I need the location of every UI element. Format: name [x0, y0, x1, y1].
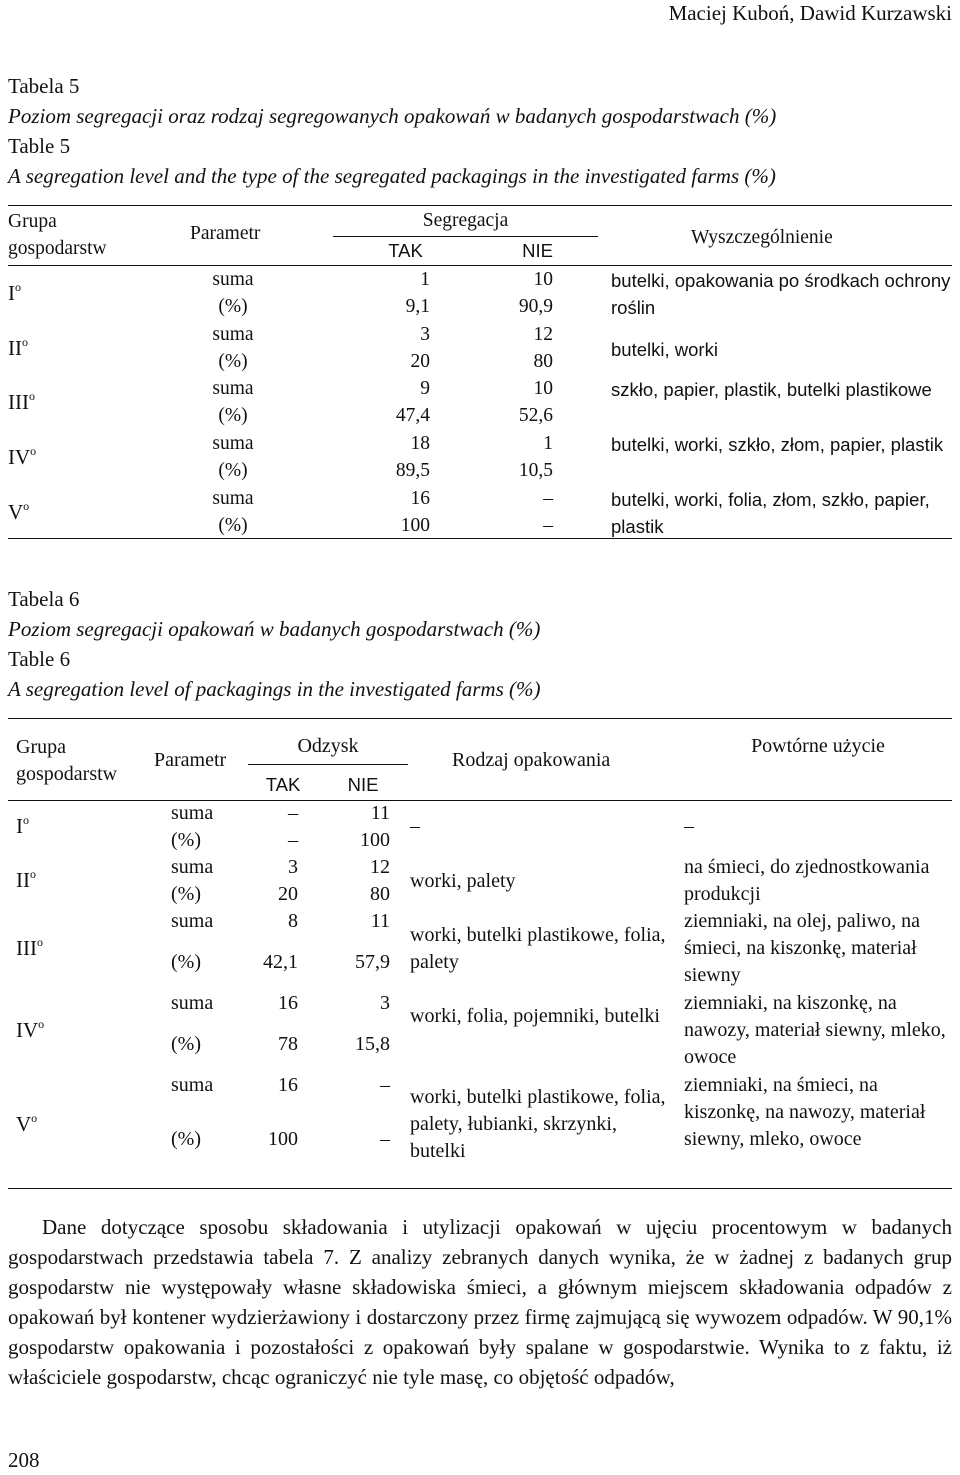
table6-row-reuse: – — [684, 815, 694, 837]
table5-header-no: NIE — [522, 240, 553, 261]
table6-row-group-value: II — [16, 868, 30, 892]
table6-header-yes: TAK — [265, 774, 301, 795]
table6-row-type: worki, butelki plastikowe, folia, palety — [410, 924, 666, 973]
table6-row-group — [16, 867, 36, 893]
table5-row-sum-no: – — [543, 488, 553, 509]
table6-header-reuse: Powtórne użycie — [751, 735, 885, 757]
group-suffix: o — [22, 335, 28, 349]
table5-header-group: Grupa gospodarstw — [8, 211, 107, 259]
table5-row-sum-label: suma — [212, 488, 254, 509]
table5-row-sum-yes: 16 — [410, 488, 430, 509]
table5-row-sum-yes: 3 — [420, 324, 430, 345]
table6-recovery-rule — [248, 764, 408, 765]
table6-row-pct-label: (%) — [171, 1033, 201, 1055]
table6-row-pct-label: (%) — [171, 883, 201, 905]
table6-row-type: – — [410, 815, 420, 837]
table6-row-pct-label: (%) — [171, 829, 201, 851]
group-suffix: o — [15, 280, 21, 294]
table5-header-rule — [8, 265, 952, 266]
table6-row-sum-yes: 16 — [278, 1074, 298, 1096]
group-suffix: o — [23, 499, 30, 513]
table6-row-sum-no: 3 — [380, 992, 390, 1014]
table6-row-pct-no: – — [380, 1128, 390, 1150]
table5-row-spec: butelki, worki, szkło, złom, papier, plastik — [611, 434, 944, 455]
group-suffix: o — [23, 813, 29, 827]
table5-header-segregation: Segregacja — [422, 210, 509, 231]
table6-header-rule — [8, 800, 952, 801]
body-paragraph-text: Dane dotyczące sposobu składowania i utylizacji opakowań w ujęciu procentowym w badanych gospodarstwach przedstawia tabela 7. Z analizy zebranych danych wynika, że w żadnej z badanych grup gospodarstw nie występowały własne składowiska śmieci, a głównym miejscem składowania odpadów z opakowań był kontener wydzierżawiony i dostarczony przez firmę zajmującą się wywozem odpadów. W 90,1% gospodarstw opakowania i pozostałości z opakowań były spalane w gospodarstwie. Wynika to z faktu, iż właściciele gospodarstw, chcąc ograniczyć nie tyle masę, co objętość odpadów, — [8, 1215, 952, 1389]
table5-row-pct-label: (%) — [218, 351, 248, 372]
table6-row-type: worki, butelki plastikowe, folia, palety, łubianki, skrzynki, butelki — [410, 1086, 666, 1162]
table6-header-recovery: Odzysk — [297, 735, 359, 757]
table5-row-pct-no: – — [543, 515, 553, 536]
table6-title-en: A segregation level of packagings in the investigated farms (%) — [8, 677, 541, 701]
table6-row-sum-label: suma — [171, 856, 214, 878]
table5-row-pct-yes: 89,5 — [395, 460, 430, 481]
table6-row-sum-label: suma — [171, 992, 214, 1014]
table6-row-pct-no: 80 — [370, 883, 390, 905]
table6-row-group — [16, 1017, 44, 1043]
table5-row-sum-yes: 18 — [410, 433, 430, 454]
table5-row-pct-label: (%) — [218, 515, 248, 536]
table5-row-pct-yes: 100 — [400, 515, 430, 536]
table5-row-pct-yes: 20 — [410, 351, 430, 372]
table6-row-pct-no: 57,9 — [355, 951, 390, 973]
table6-header-group: Grupa gospodarstw — [16, 736, 118, 785]
table5-row-group — [8, 280, 21, 306]
table5-row-pct-label: (%) — [218, 405, 248, 426]
table5-label-en: Table 5 — [8, 134, 71, 158]
table6-title-pl: Poziom segregacji opakowań w badanych gospodarstwach (%) — [8, 617, 541, 641]
table6-row-group-value: IV — [16, 1018, 39, 1042]
table5-row-sum-no: 12 — [533, 324, 553, 345]
table6-row-sum-yes: 16 — [278, 992, 298, 1014]
table5-row-pct-no: 52,6 — [518, 405, 553, 426]
table6-row-sum-yes: – — [288, 802, 298, 824]
table6-header-type: Rodzaj opakowania — [452, 749, 611, 771]
table5-row-pct-no: 10,5 — [518, 460, 553, 481]
table6-row-reuse: ziemniaki, na kiszonkę, na nawozy, materiał siewny, mleko, owoce — [684, 992, 946, 1068]
group-suffix: o — [28, 389, 35, 403]
table5-label-pl: Tabela 5 — [8, 74, 80, 98]
table5-row-group-value: V — [8, 500, 24, 524]
table5-row-pct-label: (%) — [218, 460, 248, 481]
table6-row-group — [16, 935, 43, 961]
table5-title-pl: Poziom segregacji oraz rodzaj segregowanych opakowań w badanych gospodarstwach (%) — [8, 104, 777, 128]
table6-row-group — [16, 813, 29, 839]
table6-row-group-value: I — [16, 814, 23, 838]
table5-row-sum-label: suma — [212, 433, 254, 454]
table6-row-pct-yes: 42,1 — [263, 951, 298, 973]
group-suffix: o — [31, 1111, 38, 1125]
table6-row-pct-no: 100 — [360, 829, 390, 851]
table5-segregation-rule — [333, 236, 598, 237]
table5-row-pct-no: 90,9 — [518, 296, 553, 317]
table6-row-reuse: ziemniaki, na olej, paliwo, na śmieci, na kiszonkę, materiał siewny — [684, 910, 921, 986]
table6-row-sum-label: suma — [171, 910, 214, 932]
table5-row-group — [8, 444, 36, 470]
table5-caption — [8, 71, 776, 191]
table6-row-pct-label: (%) — [171, 1128, 201, 1150]
table5-row-pct-yes: 9,1 — [405, 296, 430, 317]
table6-row-sum-no: 12 — [370, 856, 390, 878]
table6-caption — [8, 584, 540, 704]
group-suffix: o — [30, 444, 37, 458]
table5-row-sum-label: suma — [212, 269, 254, 290]
group-suffix: o — [30, 867, 36, 881]
table6-row-pct-yes: 100 — [268, 1128, 298, 1150]
table5-row-sum-no: 10 — [533, 378, 553, 399]
table6-row-sum-label: suma — [171, 1074, 214, 1096]
table6-row-pct-yes: – — [288, 829, 298, 851]
table6-row-type: worki, folia, pojemniki, butelki — [410, 1005, 660, 1027]
table6-row-sum-no: – — [380, 1074, 390, 1096]
table6-label-en: Table 6 — [8, 647, 71, 671]
table5-row-group-value: IV — [8, 445, 31, 469]
table6-row-pct-no: 15,8 — [355, 1033, 390, 1055]
running-header: Maciej Kuboń, Dawid Kurzawski — [668, 1, 952, 25]
table6-header-param: Parametr — [154, 749, 227, 771]
table5-row-sum-label: suma — [212, 378, 254, 399]
table5-row-sum-yes: 1 — [420, 269, 430, 290]
table5 — [8, 205, 952, 540]
table5-row-group — [8, 335, 28, 361]
table5-row-spec: butelki, worki, folia, złom, szkło, papier, plastik — [611, 489, 930, 537]
table6 — [8, 718, 952, 1190]
table6-top-rule — [8, 718, 952, 719]
table5-row-group-value: I — [8, 281, 15, 305]
table5-row-spec: butelki, worki — [611, 339, 718, 360]
table6-row-pct-label: (%) — [171, 951, 201, 973]
table5-header-param: Parametr — [190, 223, 261, 244]
table6-row-pct-yes: 78 — [278, 1033, 298, 1055]
table6-header-no: NIE — [347, 774, 379, 795]
table6-row-group-value: V — [16, 1112, 32, 1136]
table5-header-yes: TAK — [388, 240, 423, 261]
table5-row-pct-yes: 47,4 — [395, 405, 430, 426]
body-paragraph — [8, 1212, 952, 1392]
table6-row-sum-no: 11 — [370, 802, 390, 824]
group-suffix: o — [38, 1017, 45, 1031]
table5-row-group — [8, 389, 35, 415]
table6-row-group-value: III — [16, 936, 37, 960]
table6-row-type: worki, palety — [410, 870, 516, 892]
table6-row-reuse: ziemniaki, na śmieci, na kiszonkę, na nawozy, materiał siewny, mleko, owoce — [684, 1074, 926, 1150]
table5-row-group — [8, 499, 29, 525]
table6-row-sum-yes: 8 — [288, 910, 298, 932]
table5-row-pct-label: (%) — [218, 296, 248, 317]
table6-bottom-rule — [8, 1188, 952, 1189]
table5-row-pct-no: 80 — [533, 351, 553, 372]
table5-row-spec: butelki, opakowania po środkach ochrony roślin — [611, 270, 951, 318]
table5-row-group-value: II — [8, 336, 22, 360]
table6-row-group — [16, 1111, 37, 1137]
table6-row-sum-yes: 3 — [288, 856, 298, 878]
table5-bottom-rule — [8, 538, 952, 539]
group-suffix: o — [36, 935, 43, 949]
table6-row-sum-no: 11 — [370, 910, 390, 932]
table5-row-group-value: III — [8, 390, 29, 414]
table5-top-rule — [8, 205, 952, 206]
table6-row-pct-yes: 20 — [278, 883, 298, 905]
table5-row-sum-label: suma — [212, 324, 254, 345]
table5-header-spec: Wyszczególnienie — [691, 227, 833, 248]
page-number: 208 — [8, 1448, 40, 1472]
table5-row-sum-no: 10 — [533, 269, 553, 290]
table5-title-en: A segregation level and the type of the segregated packagings in the investigated farms (%) — [8, 164, 776, 188]
table5-row-sum-yes: 9 — [420, 378, 430, 399]
table6-row-reuse: na śmieci, do zjednostkowania produkcji — [684, 856, 930, 905]
table6-row-sum-label: suma — [171, 802, 214, 824]
table5-row-spec: szkło, papier, plastik, butelki plastikowe — [611, 379, 932, 400]
table6-label-pl: Tabela 6 — [8, 587, 80, 611]
table5-row-sum-no: 1 — [543, 433, 553, 454]
